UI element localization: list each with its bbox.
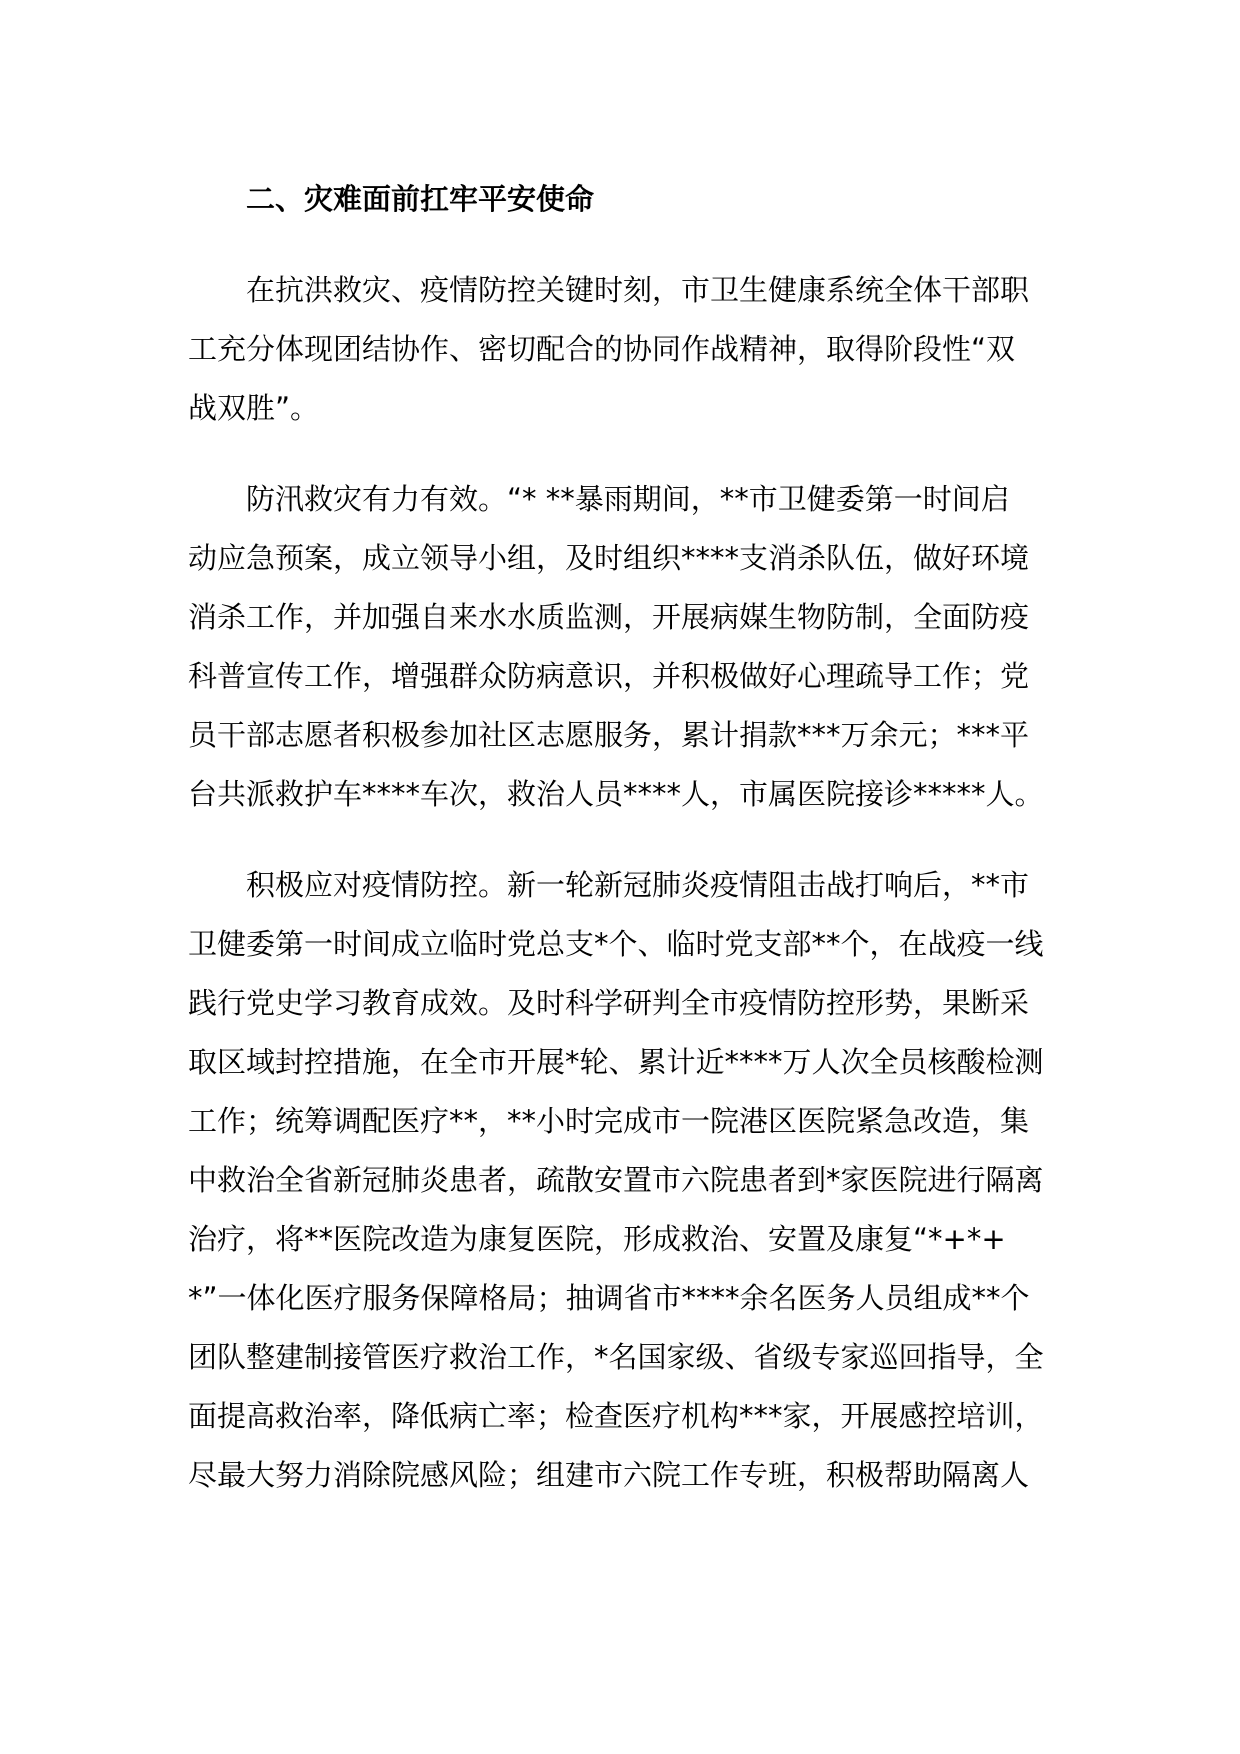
paragraph-line: 动应急预案，成立领导小组，及时组织****支消杀队伍，做好环境	[188, 541, 1030, 575]
paragraph-2	[188, 466, 1052, 828]
paragraph-line: 积极应对疫情防控。新一轮新冠肺炎疫情阻击战打响后，**市	[246, 868, 1030, 902]
paragraph-line: 工作；统筹调配医疗**，**小时完成市一院港区医院紧急改造，集	[188, 1104, 1030, 1138]
section-heading: 二、灾难面前扛牢平安使命	[246, 182, 595, 216]
paragraph-line: 取区域封控措施，在全市开展*轮、累计近****万人次全员核酸检测	[188, 1045, 1044, 1079]
paragraph-line: 科普宣传工作，增强群众防病意识，并积极做好心理疏导工作；党	[188, 659, 1030, 693]
paragraph-line: *”一体化医疗服务保障格局；抽调省市****余名医务人员组成**个	[188, 1281, 1030, 1315]
paragraph-line: 在抗洪救灾、疫情防控关键时刻，市卫生健康系统全体干部职	[246, 273, 1030, 307]
paragraph-line: 员干部志愿者积极参加社区志愿服务，累计捐款***万余元；***平	[188, 718, 1030, 752]
paragraph-line: 治疗，将**医院改造为康复医院，形成救治、安置及康复“*+*+	[188, 1222, 1006, 1256]
paragraph-line: 消杀工作，并加强自来水水质监测，开展病媒生物防制，全面防疫	[188, 600, 1030, 634]
paragraph-line: 卫健委第一时间成立临时党总支*个、临时党支部**个，在战疫一线	[188, 927, 1044, 961]
paragraph-line: 团队整建制接管医疗救治工作，*名国家级、省级专家巡回指导，全	[188, 1340, 1044, 1374]
paragraph-line: 践行党史学习教育成效。及时科学研判全市疫情防控形势，果断采	[188, 986, 1030, 1020]
paragraph-line: 战双胜”。	[188, 391, 320, 425]
paragraph-line: 工充分体现团结协作、密切配合的协同作战精神，取得阶段性“双	[188, 332, 1016, 366]
paragraph-1	[188, 257, 1052, 442]
paragraph-line: 防汛救灾有力有效。“* **暴雨期间，**市卫健委第一时间启	[246, 482, 1010, 516]
paragraph-line: 中救治全省新冠肺炎患者，疏散安置市六院患者到*家医院进行隔离	[188, 1163, 1044, 1197]
paragraph-line: 尽最大努力消除院感风险；组建市六院工作专班，积极帮助隔离人	[188, 1458, 1030, 1492]
paragraph-line: 台共派救护车****车次，救治人员****人，市属医院接诊*****人。	[188, 777, 1044, 811]
paragraph-3	[188, 852, 1052, 1509]
paragraph-line: 面提高救治率，降低病亡率；检查医疗机构***家，开展感控培训，	[188, 1399, 1044, 1433]
